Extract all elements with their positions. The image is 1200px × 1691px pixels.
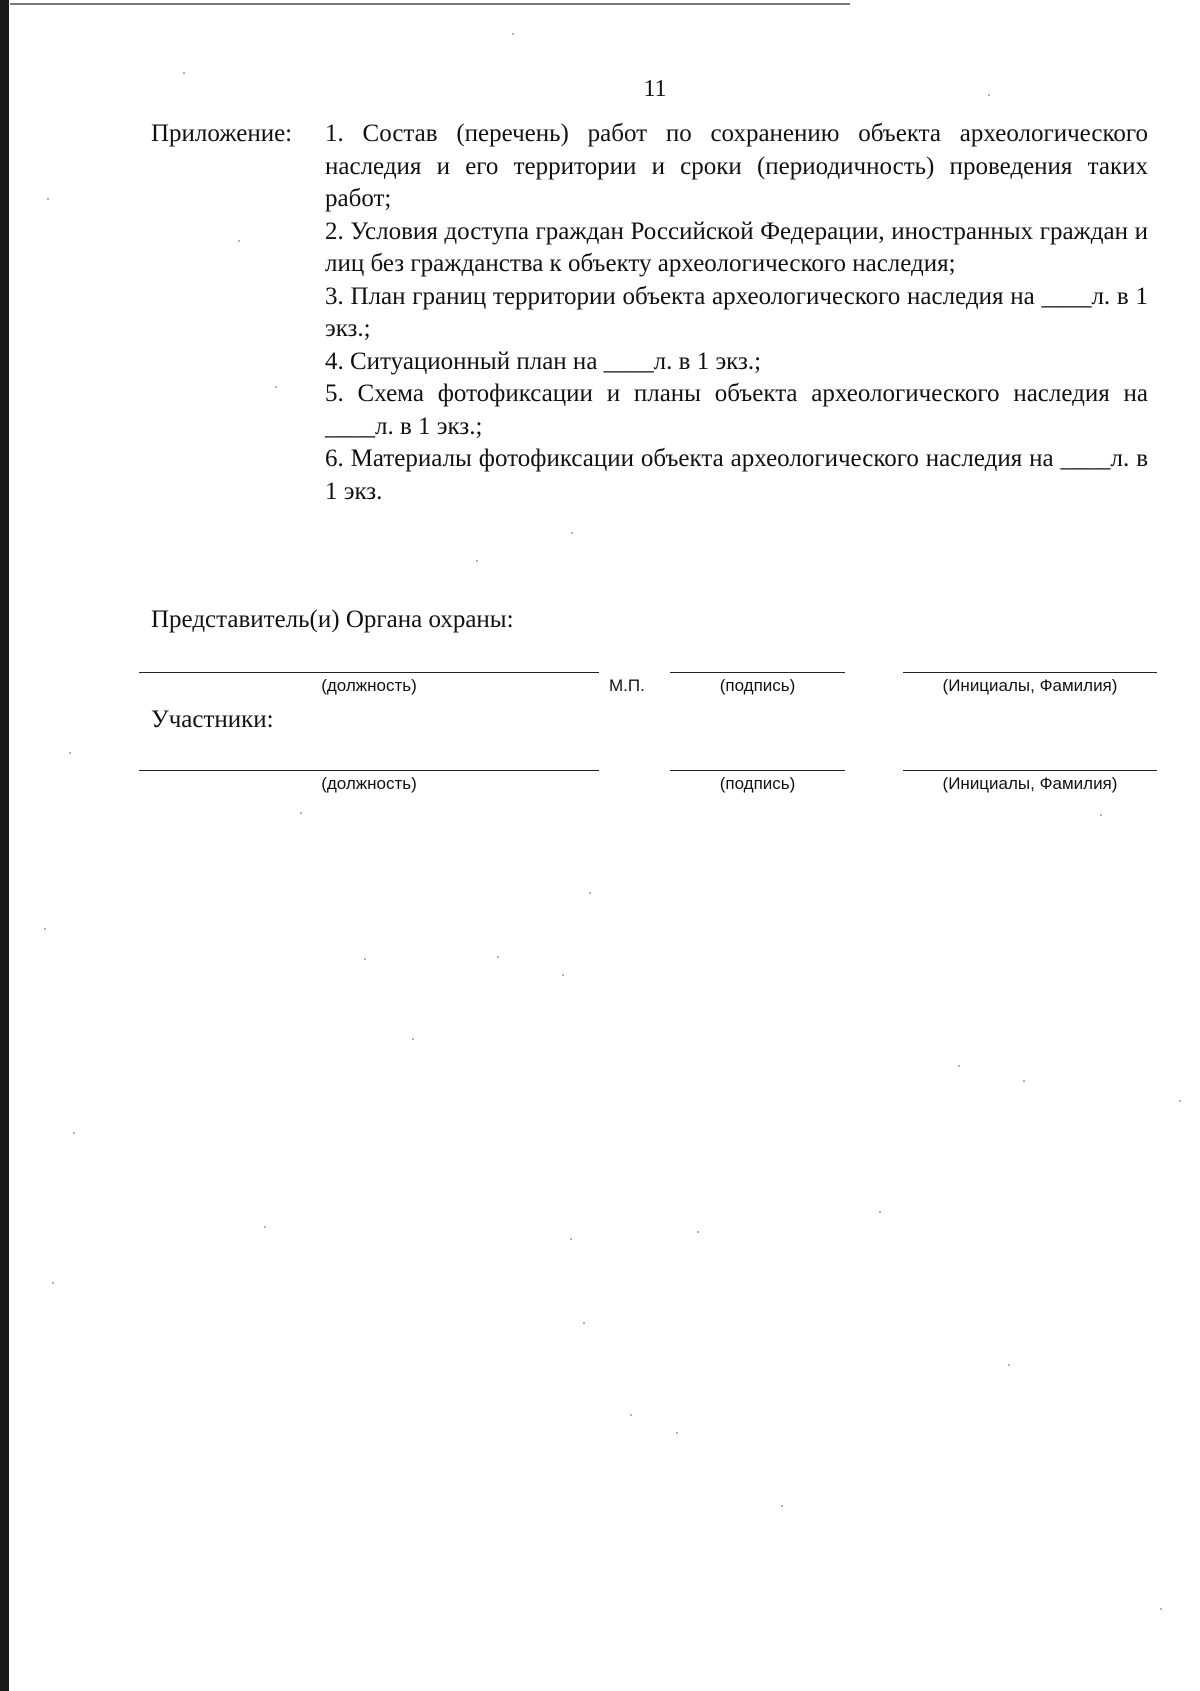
scan-speck xyxy=(44,928,46,930)
stamp-label: М.П. xyxy=(609,676,645,695)
representative-position-caption: (должность) xyxy=(321,676,417,695)
scan-speck xyxy=(1179,1100,1181,1102)
participants-label: Участники: xyxy=(151,706,274,733)
scan-speck xyxy=(1023,1080,1025,1082)
scan-speck xyxy=(1100,814,1102,816)
scan-speck xyxy=(364,958,366,960)
participant-name-caption: (Инициалы, Фамилия) xyxy=(942,774,1118,793)
representative-name-caption: (Инициалы, Фамилия) xyxy=(942,676,1118,695)
scan-speck xyxy=(676,1432,678,1434)
participant-signature-caption: (подпись) xyxy=(719,774,796,793)
appendix-list xyxy=(325,118,1148,508)
scan-speck xyxy=(562,974,564,976)
scan-speck xyxy=(781,1505,783,1507)
scan-speck xyxy=(630,1414,632,1416)
scan-speck xyxy=(47,198,49,200)
scan-speck xyxy=(879,1211,881,1213)
participant-position-line xyxy=(139,770,599,771)
scan-speck xyxy=(476,560,478,562)
scan-speck xyxy=(69,752,71,754)
scan-top-line xyxy=(10,3,850,5)
appendix-item-6: 6. Материалы фотофиксации объекта археологического наследия на ____л. в 1 экз. xyxy=(325,445,1148,505)
appendix-item-2: 2. Условия доступа граждан Российской Федерации, иностранных граждан и лиц без гражданства к объекту археологического наследия; xyxy=(325,217,1148,277)
scan-speck xyxy=(412,1038,414,1040)
scan-speck xyxy=(583,1322,585,1324)
scan-speck xyxy=(275,386,277,388)
scan-speck xyxy=(183,72,185,74)
scan-speck xyxy=(988,94,990,96)
scan-speck xyxy=(264,1226,266,1228)
scan-speck xyxy=(958,1065,960,1067)
scan-speck xyxy=(300,812,302,814)
scan-speck xyxy=(497,956,499,958)
appendix-item-5: 5. Схема фотофиксации и планы объекта археологического наследия на ____л. в 1 экз.; xyxy=(325,380,1148,440)
participant-name-line xyxy=(903,770,1157,771)
scan-left-edge xyxy=(0,0,9,1691)
scan-speck xyxy=(1008,1364,1010,1366)
scan-speck xyxy=(571,532,573,534)
participant-signature-line xyxy=(670,770,845,771)
appendix-item-4: 4. Ситуационный план на ____л. в 1 экз.; xyxy=(325,347,762,375)
representative-signature-caption: (подпись) xyxy=(719,676,796,695)
representative-signature-line xyxy=(670,672,845,673)
scan-speck xyxy=(570,1238,572,1240)
scan-speck xyxy=(52,1282,54,1284)
scan-speck xyxy=(512,33,514,35)
scan-speck xyxy=(589,892,591,894)
appendix-item-3: 3. План границ территории объекта археологического наследия на ____л. в 1 экз.; xyxy=(325,282,1148,342)
appendix-label: Приложение: xyxy=(151,120,293,147)
participant-position-caption: (должность) xyxy=(321,774,417,793)
page-number: 11 xyxy=(643,76,667,102)
representatives-label: Представитель(и) Органа охраны: xyxy=(151,606,514,633)
representative-name-line xyxy=(903,672,1157,673)
scan-speck xyxy=(238,240,240,242)
scan-speck xyxy=(73,1132,75,1134)
representative-position-line xyxy=(139,672,599,673)
scan-speck xyxy=(1160,1608,1162,1610)
scan-speck xyxy=(697,1231,699,1233)
appendix-item-1: 1. Состав (перечень) работ по сохранению объекта археологического наследия и его территории и сроки (периодичность) проведения таких работ; xyxy=(325,120,1148,212)
